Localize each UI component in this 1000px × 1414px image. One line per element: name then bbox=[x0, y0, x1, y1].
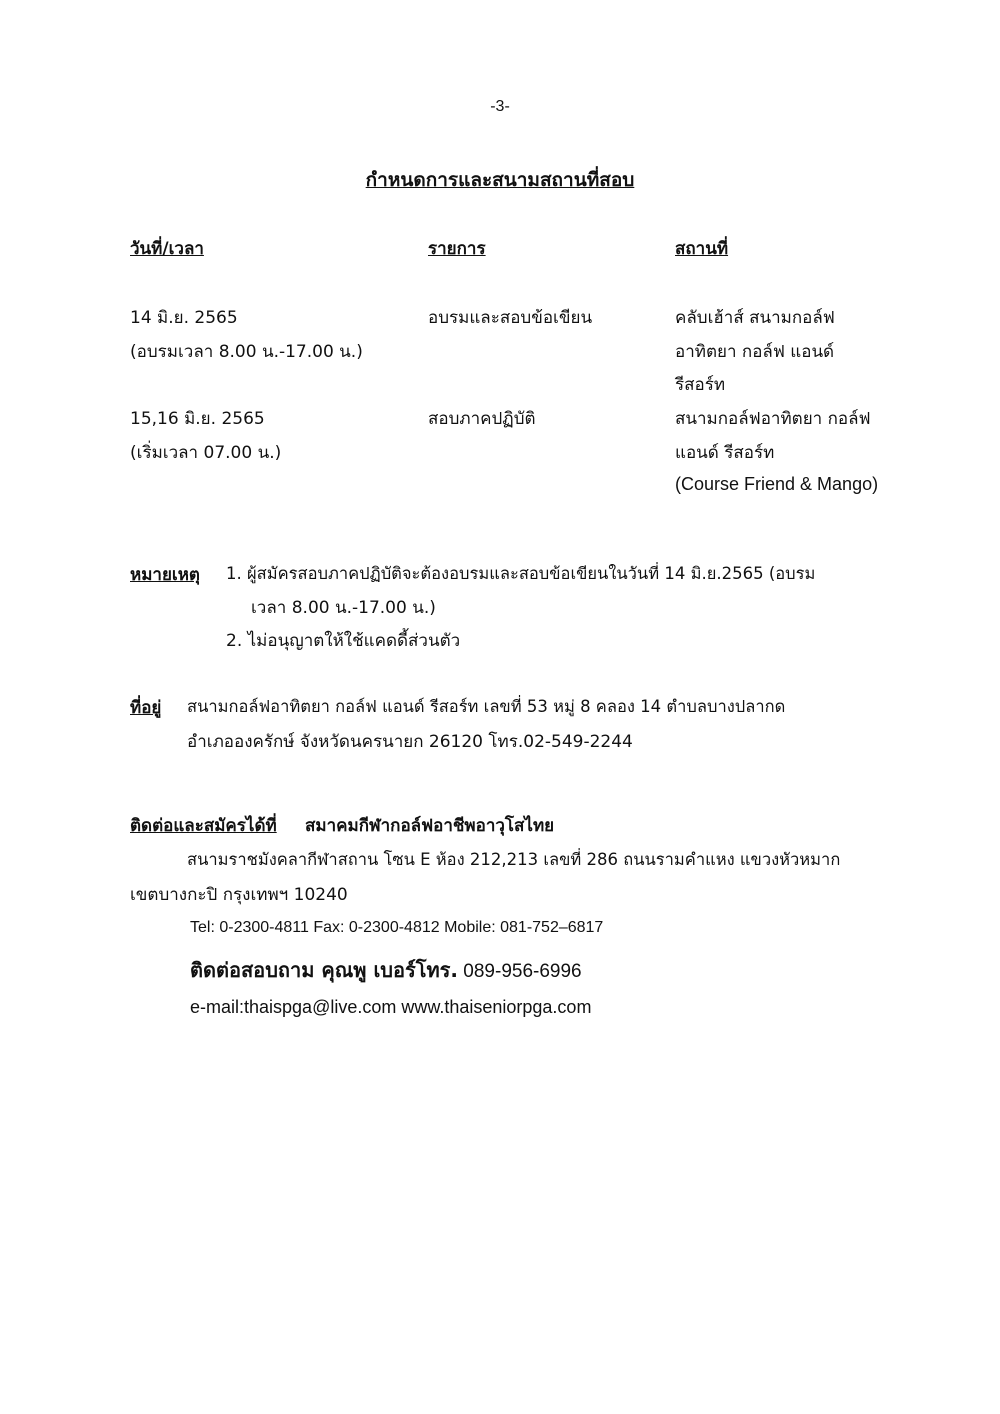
row-time: (เริ่มเวลา 07.00 น.) bbox=[130, 443, 282, 463]
row-date: 14 มิ.ย. 2565 bbox=[130, 308, 238, 328]
contact-phones: Tel: 0-2300-4811 Fax: 0-2300-4812 Mobile: 081-752–6817 bbox=[190, 919, 604, 936]
page-title-text: กำหนดการและสนามสถานที่สอบ bbox=[365, 169, 635, 191]
address-line: อำเภอองครักษ์ จังหวัดนครนายก 26120 โทร.02-549-2244 bbox=[187, 732, 633, 752]
column-header-place: สถานที่ bbox=[675, 239, 729, 259]
note-item-2: 2. ไม่อนุญาตให้ใช้แคดดี้ส่วนตัว bbox=[226, 631, 461, 651]
row-place: รีสอร์ท bbox=[675, 375, 726, 395]
page-number: -3- bbox=[490, 98, 510, 115]
row-place: (Course Friend & Mango) bbox=[675, 474, 879, 494]
contact-inquiry-phone: 089-956-6996 bbox=[458, 961, 582, 982]
row-item: สอบภาคปฏิบัติ bbox=[428, 409, 536, 429]
row-place: แอนด์ รีสอร์ท bbox=[675, 443, 775, 463]
column-header-date: วันที่/เวลา bbox=[130, 239, 204, 259]
address-line: สนามกอล์ฟอาทิตยา กอล์ฟ แอนด์ รีสอร์ท เลขที่ 53 หมู่ 8 คลอง 14 ตำบลบางปลากด bbox=[187, 697, 786, 716]
page-title bbox=[0, 165, 1000, 195]
contact-address-line: เขตบางกะปิ กรุงเทพฯ 10240 bbox=[130, 885, 348, 905]
row-time: (อบรมเวลา 8.00 น.-17.00 น.) bbox=[130, 342, 363, 362]
contact-org: สมาคมกีฬากอล์ฟอาชีพอาวุโสไทย bbox=[305, 816, 555, 836]
contact-address-line: สนามราชมังคลากีฬาสถาน โซน E ห้อง 212,213 เลขที่ 286 ถนนรามคำแหง แขวงหัวหมาก bbox=[187, 850, 841, 869]
row-place: คลับเฮ้าส์ สนามกอล์ฟ bbox=[675, 308, 835, 328]
address-label: ที่อยู่ bbox=[130, 698, 162, 718]
note-item-1: 1. ผู้สมัครสอบภาคปฏิบัติจะต้องอบรมและสอบข้อเขียนในวันที่ 14 มิ.ย.2565 (อบรม bbox=[226, 564, 816, 583]
column-header-item: รายการ bbox=[428, 239, 486, 259]
contact-label: ติดต่อและสมัครได้ที่ bbox=[130, 816, 277, 836]
contact-inquiry bbox=[190, 954, 582, 986]
contact-email-web: e-mail:thaispga@live.com www.thaiseniorpga.com bbox=[190, 997, 592, 1017]
note-label: หมายเหตุ bbox=[130, 565, 200, 585]
row-place: สนามกอล์ฟอาทิตยา กอล์ฟ bbox=[675, 409, 871, 429]
note-item-1-cont: เวลา 8.00 น.-17.00 น.) bbox=[251, 598, 436, 618]
row-date: 15,16 มิ.ย. 2565 bbox=[130, 409, 265, 429]
row-item: อบรมและสอบข้อเขียน bbox=[428, 308, 593, 328]
contact-inquiry-label: ติดต่อสอบถาม คุณพู เบอร์โทร. bbox=[190, 958, 459, 982]
row-place: อาทิตยา กอล์ฟ แอนด์ bbox=[675, 342, 835, 362]
